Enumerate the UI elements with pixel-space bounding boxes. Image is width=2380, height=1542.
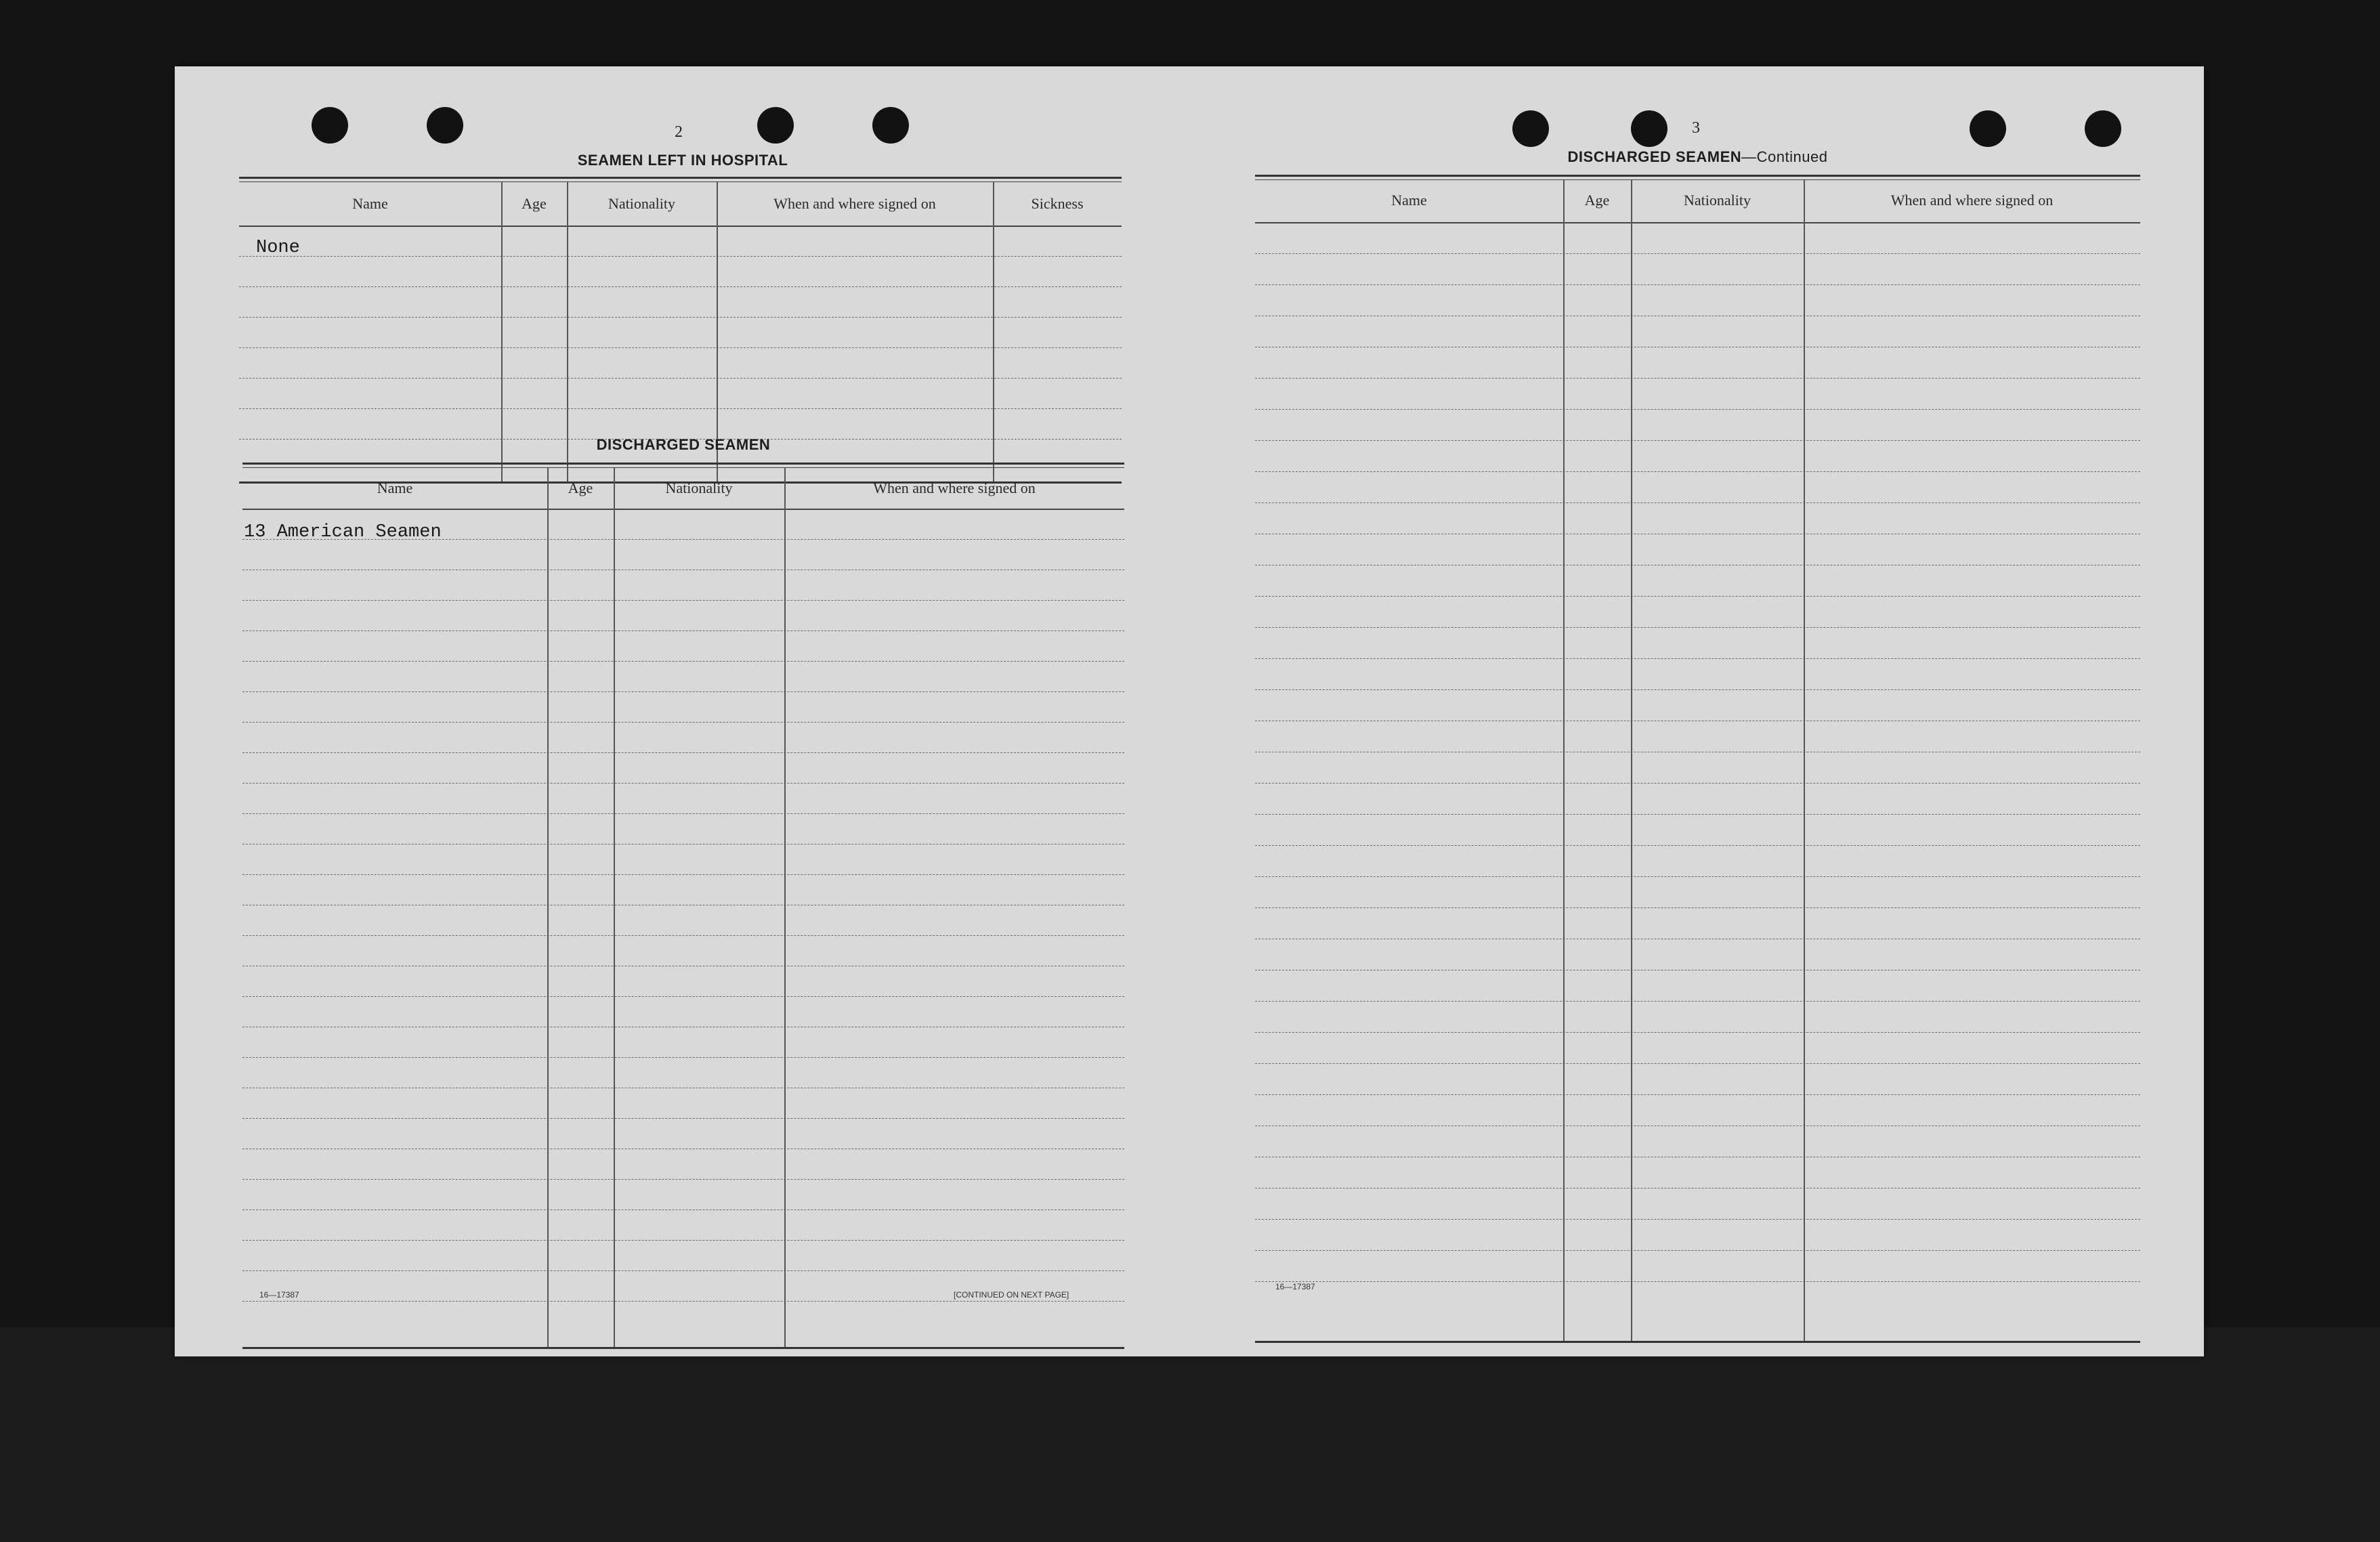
punch-hole-icon (1631, 110, 1667, 147)
column-header: Name (377, 479, 413, 496)
discharged-entry-name: 13 American Seamen (244, 522, 442, 542)
column-header: Age (568, 479, 593, 496)
discharged-table (242, 463, 1124, 1350)
scan-background (0, 1327, 2380, 1542)
column-header: When and where signed on (773, 195, 936, 212)
right-section-title (1255, 148, 2140, 166)
punch-hole-icon (1512, 110, 1549, 147)
right-section-title-main: DISCHARGED SEAMEN (1567, 148, 1742, 165)
hospital-entry-name: None (256, 238, 300, 258)
column-header: Age (522, 195, 547, 212)
column-header: Name (352, 195, 388, 212)
punch-hole-icon (427, 107, 463, 144)
discharged-continued-table (1255, 175, 2140, 1343)
discharged-section-title: DISCHARGED SEAMEN (596, 436, 771, 453)
right-form-number: 16—17387 (1275, 1282, 1315, 1291)
punch-hole-icon (2085, 110, 2121, 147)
column-header: Nationality (608, 195, 675, 212)
left-page-number: 2 (675, 123, 683, 141)
punch-hole-icon (757, 107, 794, 144)
punch-hole-icon (872, 107, 909, 144)
hospital-section-title: SEAMEN LEFT IN HOSPITAL (577, 152, 788, 169)
column-header: Age (1584, 192, 1610, 209)
column-header: Name (1391, 192, 1427, 209)
right-section-title-suffix: —Continued (1741, 148, 1828, 165)
column-header: When and where signed on (1890, 192, 2054, 209)
column-header: Nationality (665, 479, 733, 496)
column-header: Sickness (1031, 195, 1084, 212)
right-page-number: 3 (1692, 119, 1700, 137)
punch-hole-icon (312, 107, 348, 144)
register-sheet (175, 66, 2204, 1356)
column-header: When and where signed on (873, 479, 1036, 496)
left-form-number: 16—17387 (259, 1290, 299, 1300)
punch-hole-icon (1970, 110, 2006, 147)
continued-note: [CONTINUED ON NEXT PAGE] (954, 1290, 1069, 1300)
column-header: Nationality (1684, 192, 1751, 209)
